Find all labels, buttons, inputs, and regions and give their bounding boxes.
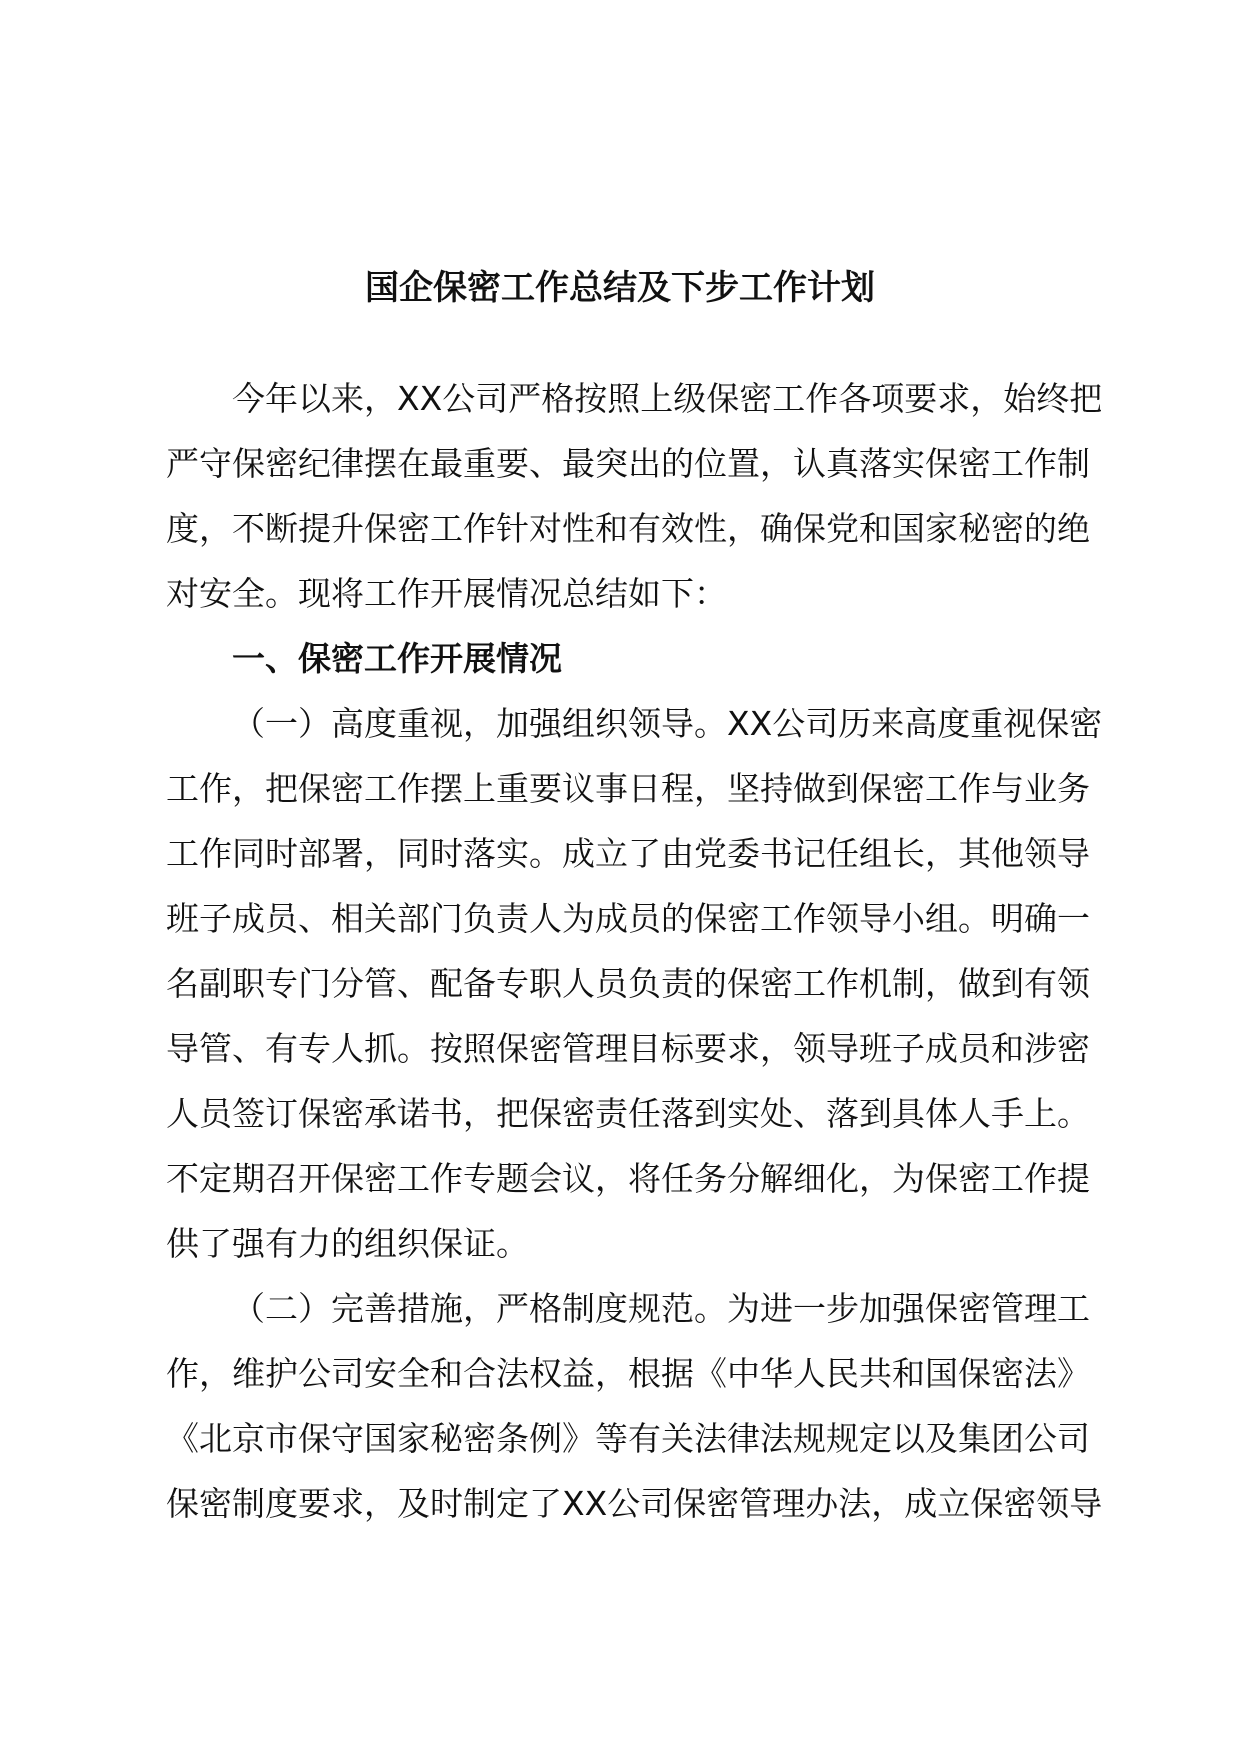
document-body <box>166 366 1106 1536</box>
paragraph-line: 保密制度要求，及时制定了XX公司保密管理办法，成立保密领导 <box>166 1484 1103 1523</box>
paragraph-line: （一）高度重视，加强组织领导。XX公司历来高度重视保密 <box>232 704 1103 743</box>
paragraph-line: 作，维护公司安全和合法权益，根据《中华人民共和国保密法》 <box>166 1354 1090 1393</box>
paragraph-line: 名副职专门分管、配备专职人员负责的保密工作机制，做到有领 <box>166 964 1090 1003</box>
paragraph-line: 班子成员、相关部门负责人为成员的保密工作领导小组。明确一 <box>166 899 1090 938</box>
section-heading: 一、保密工作开展情况 <box>232 639 562 678</box>
paragraph-line: 对安全。现将工作开展情况总结如下： <box>166 574 727 613</box>
paragraph-line: 工作同时部署，同时落实。成立了由党委书记任组长，其他领导 <box>166 834 1090 873</box>
paragraph-line: 供了强有力的组织保证。 <box>166 1224 529 1263</box>
paragraph-line: （二）完善措施，严格制度规范。为进一步加强保密管理工 <box>232 1289 1090 1328</box>
paragraph-line: 今年以来，XX公司严格按照上级保密工作各项要求，始终把 <box>232 379 1103 418</box>
paragraph-line: 度，不断提升保密工作针对性和有效性，确保党和国家秘密的绝 <box>166 509 1090 548</box>
paragraph-line: 工作，把保密工作摆上重要议事日程，坚持做到保密工作与业务 <box>166 769 1090 808</box>
paragraph-line: 人员签订保密承诺书，把保密责任落到实处、落到具体人手上。 <box>166 1094 1090 1133</box>
paragraph-line: 不定期召开保密工作专题会议，将任务分解细化，为保密工作提 <box>166 1159 1090 1198</box>
paragraph-line: 导管、有专人抓。按照保密管理目标要求，领导班子成员和涉密 <box>166 1029 1090 1068</box>
paragraph-line: 严守保密纪律摆在最重要、最突出的位置，认真落实保密工作制 <box>166 444 1090 483</box>
paragraph-line: 《北京市保守国家秘密条例》等有关法律法规规定以及集团公司 <box>166 1419 1090 1458</box>
document-title: 国企保密工作总结及下步工作计划 <box>365 268 875 308</box>
